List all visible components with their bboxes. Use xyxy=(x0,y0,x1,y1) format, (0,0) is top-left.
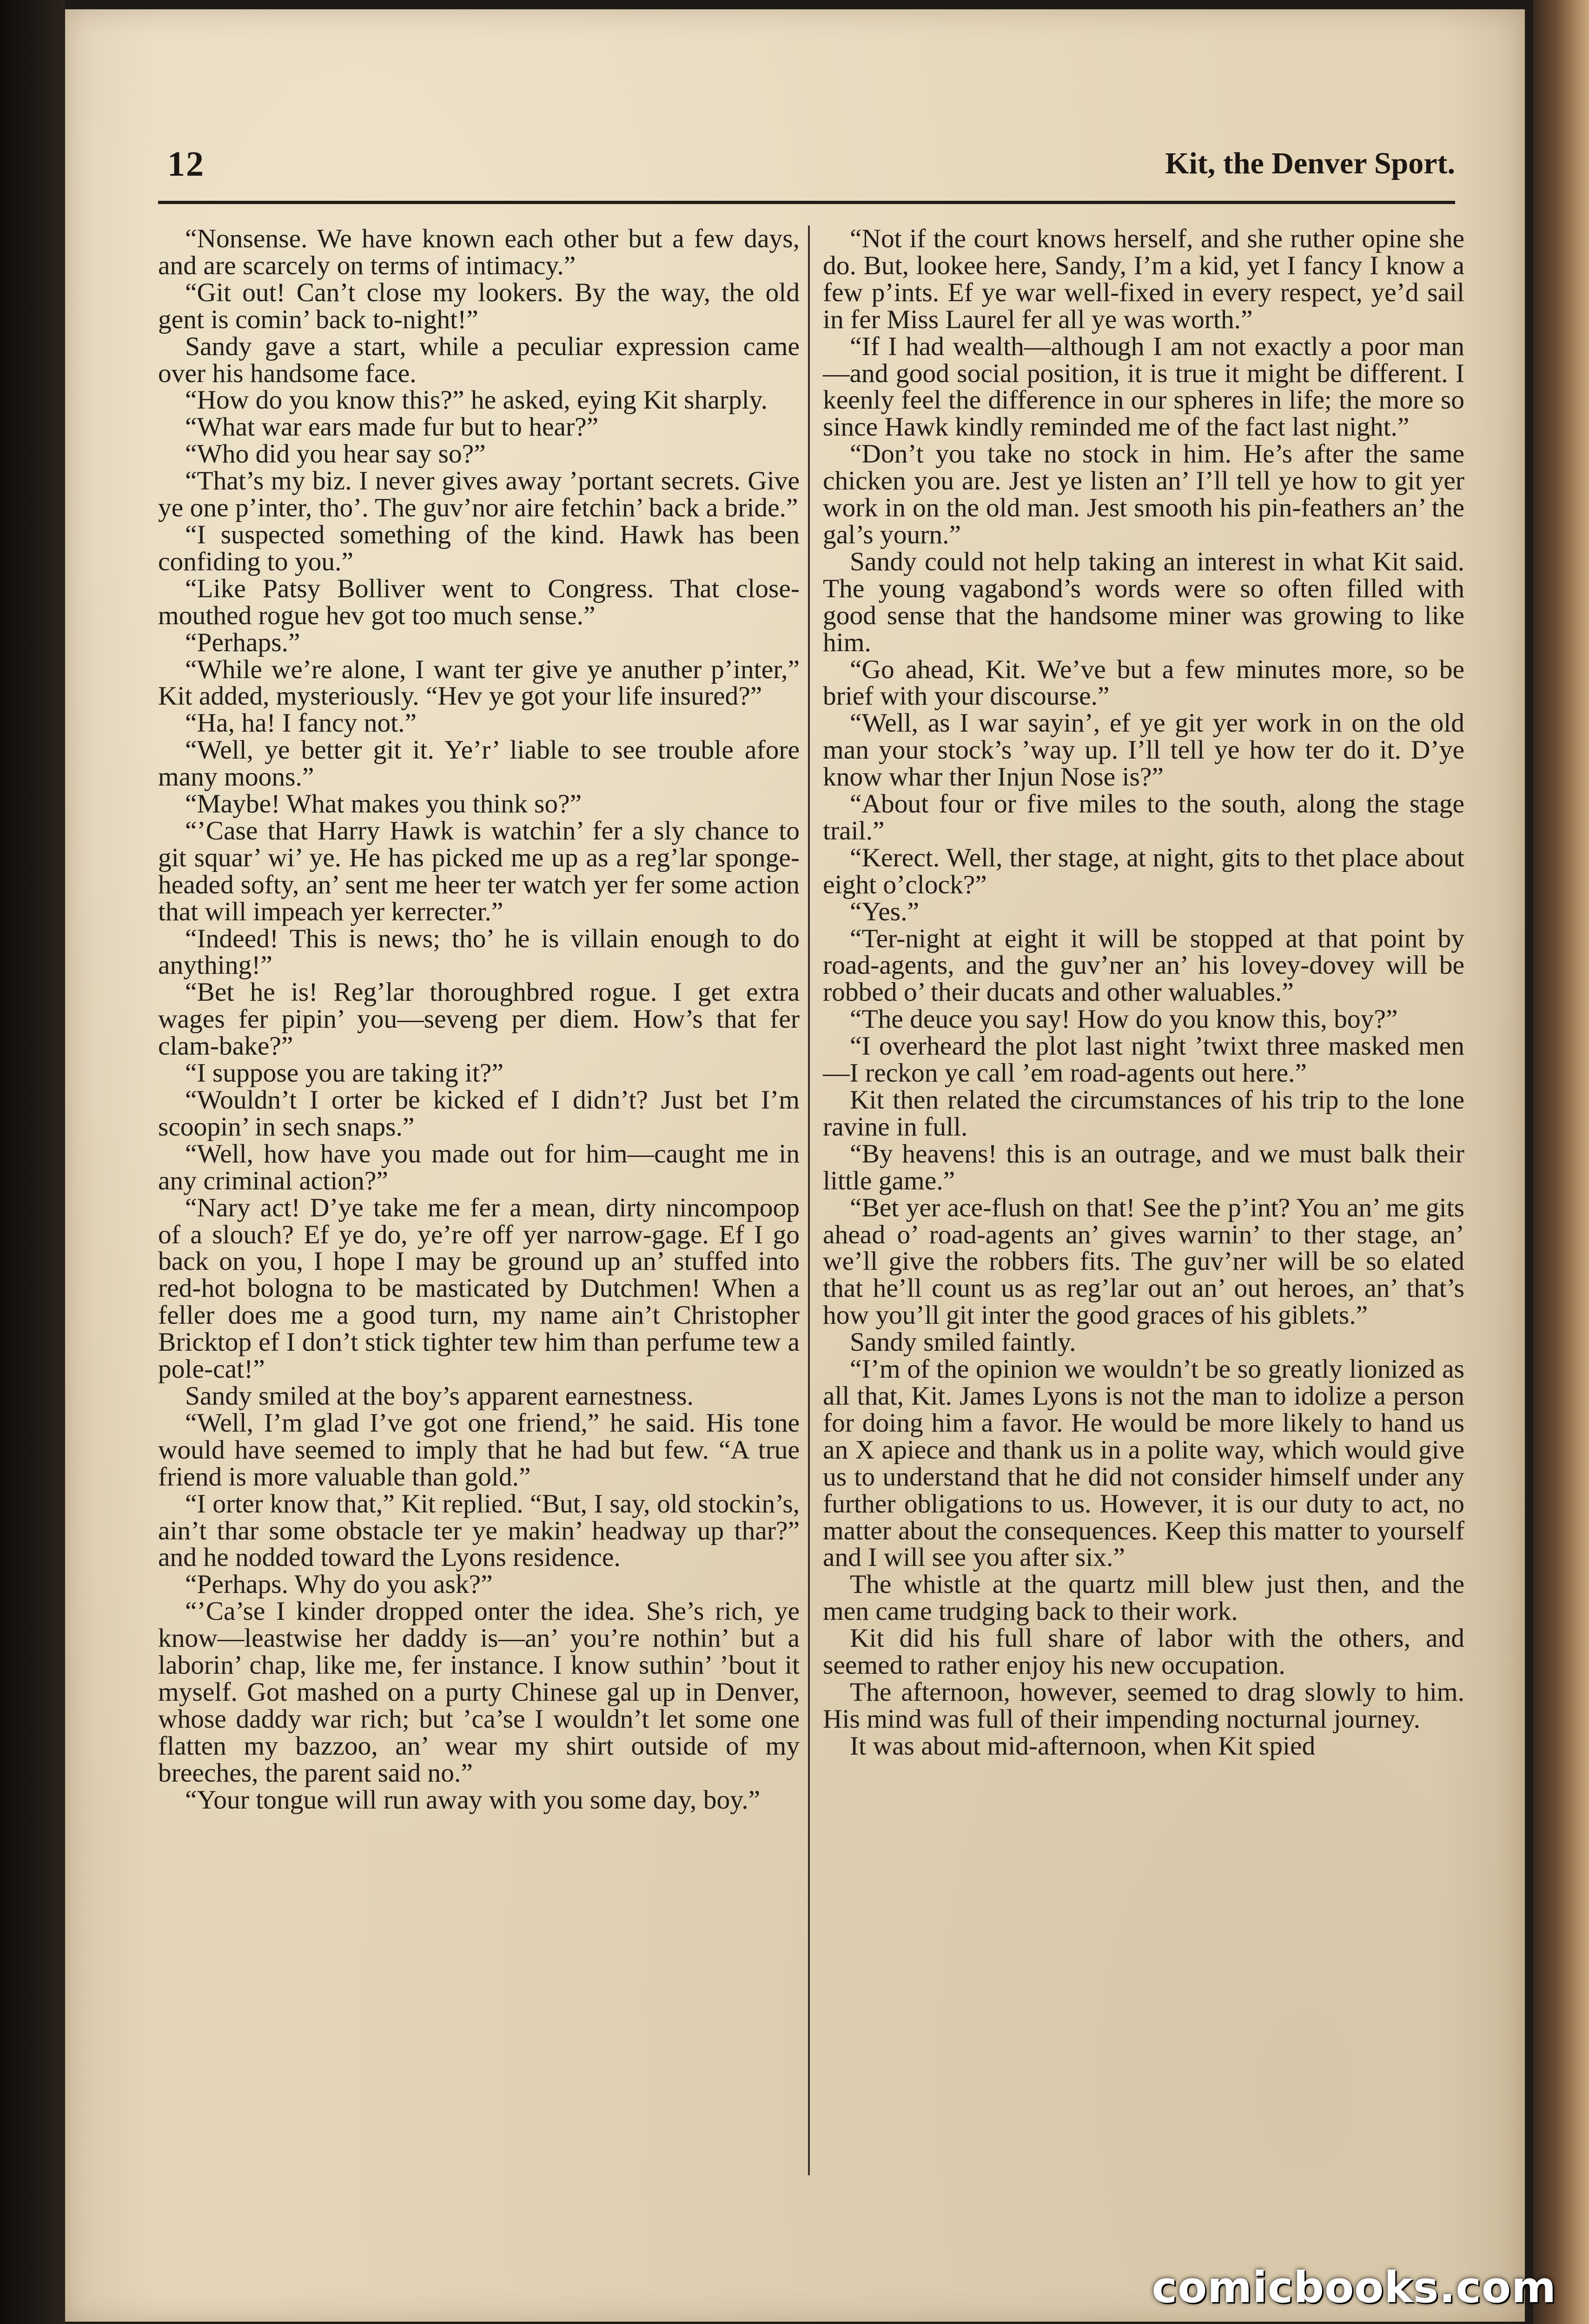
paragraph: “Well, as I war sayin’, ef ye git yer work in on the old man your stock’s ’way up. I’ll tell ye how ter do it. D’ye know whar ther Injun Nose is?” xyxy=(823,708,1464,792)
paragraph: Kit then related the circumstances of his trip to the lone ravine in full. xyxy=(823,1085,1464,1142)
paragraph: “While we’re alone, I want ter give ye anuther p’inter,” Kit added, mysteriously. “Hev ye got your life insured?” xyxy=(158,654,800,711)
paragraph: Sandy could not help taking an interest in what Kit said. The young vagabond’s words were so often filled with good sense that the handsome miner was growing to like him. xyxy=(823,547,1464,657)
paragraph: “Bet he is! Reg’lar thoroughbred rogue. I get extra wages fer pipin’ you—seveng per diem. How’s that fer clam-bake?” xyxy=(158,977,800,1061)
scan-background-left xyxy=(0,0,65,2324)
paragraph: “Don’t you take no stock in him. He’s after the same chicken you are. Jest ye listen an’ I’ll tell ye how to git yer work in on the old man. Jest smooth his pin-feathers an’ the gal’s yourn.” xyxy=(823,439,1464,549)
paragraph: “I orter know that,” Kit replied. “But, I say, old stockin’s, ain’t thar some obstacle ter ye makin’ headway up thar?” and he nodded toward the Lyons residence. xyxy=(158,1489,800,1572)
left-column xyxy=(158,225,800,1813)
paragraph: It was about mid-afternoon, when Kit spied xyxy=(850,1731,1316,1761)
paragraph: “Nonsense. We have known each other but a few days, and are scarcely on terms of intimacy.” xyxy=(158,224,800,280)
paragraph: “Who did you hear say so?” xyxy=(185,439,486,469)
site-watermark: comicbooks.com xyxy=(1152,2263,1556,2312)
paragraph: “’Ca’se I kinder dropped onter the idea. She’s rich, ye know—leastwise her daddy is—an’ you’re nothin’ but a laborin’ chap, like me, fer instance. I know suthin’ ’bout it myself. Got mashed on a purty Chinese gal up in Denver, whose daddy war rich; but ’ca’se I wouldn’t let some one flatten my bazzoo, an’ wear my shirt outside of my breeches, the parent said no.” xyxy=(158,1597,800,1788)
column-divider xyxy=(808,225,810,2175)
paragraph: Sandy gave a start, while a peculiar expression came over his handsome face. xyxy=(158,331,800,388)
paragraph: “If I had wealth—although I am not exactly a poor man—and good social position, it is true it might be different. I keenly feel the difference in our spheres in life; the more so since Hawk kindly reminded me of the fact last night.” xyxy=(823,331,1464,442)
book-spine-edge xyxy=(1533,0,1589,2324)
paragraph: “The deuce you say! How do you know this, boy?” xyxy=(850,1004,1398,1034)
paragraph: “Not if the court knows herself, and she ruther opine she do. But, lookee here, Sandy, I’m a kid, yet I fancy I know a few p’ints. Ef ye war well-fixed in every respect, ye’d sail in fer Miss Laurel fer all ye was worth.” xyxy=(823,224,1464,334)
paragraph: “Well, how have you made out for him—caught me in any criminal action?” xyxy=(158,1139,800,1195)
paragraph: “Your tongue will run away with you some day, boy.” xyxy=(185,1785,761,1815)
paragraph: “Nary act! D’ye take me fer a mean, dirty nincompoop of a slouch? Ef ye do, ye’re off yer narrow-gage. Ef I go back on you, I hope I may be ground up an’ stuffed into red-hot bologna to be masticated by Dutchmen! When a feller does me a good turn, my name ain’t Christopher Bricktop ef I don’t stick tighter tew him than perfume tew a pole-cat!” xyxy=(158,1193,800,1384)
paragraph: “Ter-night at eight it will be stopped at that point by road-agents, and the guv’ner an’ his lovey-dovey will be robbed o’ their ducats and other waluables.” xyxy=(823,924,1464,1007)
paragraph: “Maybe! What makes you think so?” xyxy=(185,789,582,819)
right-column xyxy=(823,225,1464,1760)
paragraph: “Git out! Can’t close my lookers. By the way, the old gent is comin’ back to-night!” xyxy=(158,277,800,334)
paragraph: “Yes.” xyxy=(850,897,920,926)
paragraph: “How do you know this?” he asked, eying Kit sharply. xyxy=(185,385,768,415)
running-title: Kit, the Denver Sport. xyxy=(1165,146,1455,180)
paragraph: “Wouldn’t I orter be kicked ef I didn’t? Just bet I’m scoopin’ in sech snaps.” xyxy=(158,1085,800,1142)
paragraph: “’Case that Harry Hawk is watchin’ fer a sly chance to git squar’ wi’ ye. He has picked me up as a reg’lar sponge-headed softy, an’ sent me heer ter watch yer fer some action that will impeach yer kerrecter.” xyxy=(158,816,800,926)
paragraph: “Bet yer ace-flush on that! See the p’int? You an’ me gits ahead o’ road-agents an’ gives warnin’ to ther stage, an’ we’ll give the robbers fits. The guv’ner will be so elated that he’ll count us as reg’lar out an’ out heroes, an’ that’s how you’ll git inter the good graces of his giblets.” xyxy=(823,1193,1464,1330)
page-number: 12 xyxy=(167,145,205,184)
paragraph: “What war ears made fur but to hear?” xyxy=(185,412,599,442)
paragraph: “Well, I’m glad I’ve got one friend,” he said. His tone would have seemed to imply that he had but few. “A true friend is more valuable than gold.” xyxy=(158,1408,800,1492)
paragraph: “Well, ye better git it. Ye’r’ liable to see trouble afore many moons.” xyxy=(158,735,800,792)
paragraph: “I suspected something of the kind. Hawk has been confiding to you.” xyxy=(158,520,800,576)
paragraph: Sandy smiled at the boy’s apparent earnestness. xyxy=(185,1381,694,1411)
paragraph: Kit did his full share of labor with the others, and seemed to rather enjoy his new occupation. xyxy=(823,1624,1464,1680)
paragraph: “I’m of the opinion we wouldn’t be so greatly lionized as all that, Kit. James Lyons is not the man to idolize a person for doing him a favor. He would be more likely to hand us an X apiece and thank us in a polite way, which would give us to understand that he did not consider himself under any further obligations to us. However, it is our duty to act, no matter about the consequences. Keep this matter to yourself and I will see you after six.” xyxy=(823,1354,1464,1572)
paragraph: “Perhaps. Why do you ask?” xyxy=(185,1570,493,1599)
paragraph: The afternoon, however, seemed to drag slowly to him. His mind was full of their impending nocturnal journey. xyxy=(823,1677,1464,1734)
paragraph: “About four or five miles to the south, along the stage trail.” xyxy=(823,789,1464,845)
paragraph: Sandy smiled faintly. xyxy=(850,1327,1076,1357)
page-header xyxy=(167,144,1455,195)
paragraph: “That’s my biz. I never gives away ’portant secrets. Give ye one p’inter, tho’. The guv’nor aire fetchin’ back a bride.” xyxy=(158,466,800,523)
paragraph: “Indeed! This is news; tho’ he is villain enough to do anything!” xyxy=(158,924,800,980)
paragraph: “I overheard the plot last night ’twixt three masked men—I reckon ye call ’em road-agents out here.” xyxy=(823,1031,1464,1088)
paragraph: “Like Patsy Bolliver went to Congress. That close-mouthed rogue hev got too much sense.” xyxy=(158,574,800,630)
header-rule xyxy=(158,201,1455,204)
paragraph: “Ha, ha! I fancy not.” xyxy=(185,708,417,738)
paragraph: “Perhaps.” xyxy=(185,627,300,657)
paragraph: “I suppose you are taking it?” xyxy=(185,1058,503,1088)
paragraph: “Kerect. Well, ther stage, at night, gits to thet place about eight o’clock?” xyxy=(823,843,1464,899)
paragraph: “Go ahead, Kit. We’ve but a few minutes more, so be brief with your discourse.” xyxy=(823,654,1464,711)
paragraph: “By heavens! this is an outrage, and we must balk their little game.” xyxy=(823,1139,1464,1195)
paragraph: The whistle at the quartz mill blew just then, and the men came trudging back to their work. xyxy=(823,1570,1464,1626)
